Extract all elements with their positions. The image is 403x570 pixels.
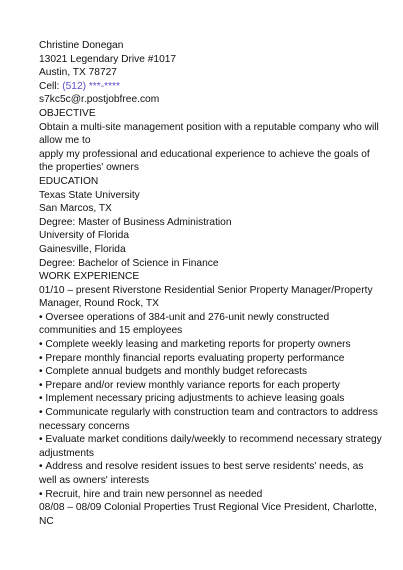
objective-text-2: apply my professional and educational experience to achieve the goals of the properties' owners <box>39 148 370 174</box>
objective-text-1: Obtain a multi-site management position with a reputable company who will allow me to <box>39 121 379 147</box>
education-heading: EDUCATION <box>39 175 99 187</box>
edu2-school: University of Florida <box>39 230 130 242</box>
cell-line <box>39 80 383 94</box>
job2-title: 08/08 – 08/09 Colonial Properties Trust Regional Vice President, Charlotte, NC <box>39 502 377 527</box>
job1-bullet: • Complete weekly leasing and marketing reports for property owners <box>39 338 383 352</box>
candidate-name: Christine Donegan <box>39 40 124 51</box>
edu1-school: Texas State University <box>39 189 140 201</box>
email: s7kc5c@r.postjobfree.com <box>39 94 160 106</box>
job1-bullet: • Complete annual budgets and monthly budget reforecasts <box>39 365 383 379</box>
edu1-location: San Marcos, TX <box>39 203 112 215</box>
job1-bullet: • Recruit, hire and train new personnel as needed <box>39 488 383 502</box>
job1-bullet: • Oversee operations of 384-unit and 276-unit newly constructed communities and 15 employees <box>39 311 383 338</box>
job1-bullet: • Implement necessary pricing adjustments to achieve leasing goals <box>39 392 383 406</box>
job1-bullet: • Address and resolve resident issues to best serve residents' needs, as well as owners' interests <box>39 460 383 487</box>
address-line-1: 13021 Legendary Drive #1017 <box>39 53 177 65</box>
job1-bullet: • Prepare and/or review monthly variance reports for each property <box>39 379 383 393</box>
cell-label: Cell: <box>39 80 63 92</box>
job1-bullet: • Evaluate market conditions daily/weekly to recommend necessary strategy adjustments <box>39 433 383 460</box>
edu2-location: Gainesville, Florida <box>39 243 126 255</box>
edu1-degree: Degree: Master of Business Administration <box>39 216 232 228</box>
address-line-2: Austin, TX 78727 <box>39 67 117 79</box>
job1-bullet: • Prepare monthly financial reports evaluating property performance <box>39 352 383 366</box>
edu2-degree: Degree: Bachelor of Science in Finance <box>39 257 219 269</box>
job1-title: 01/10 – present Riverstone Residential Senior Property Manager/Property Manager, Round Rock, TX <box>39 284 373 310</box>
objective-heading: OBJECTIVE <box>39 107 96 119</box>
job1-bullet: • Communicate regularly with construction team and contractors to address necessary concerns <box>39 406 383 433</box>
cell-number: (512) ***-**** <box>62 80 120 92</box>
work-heading: WORK EXPERIENCE <box>39 271 140 283</box>
